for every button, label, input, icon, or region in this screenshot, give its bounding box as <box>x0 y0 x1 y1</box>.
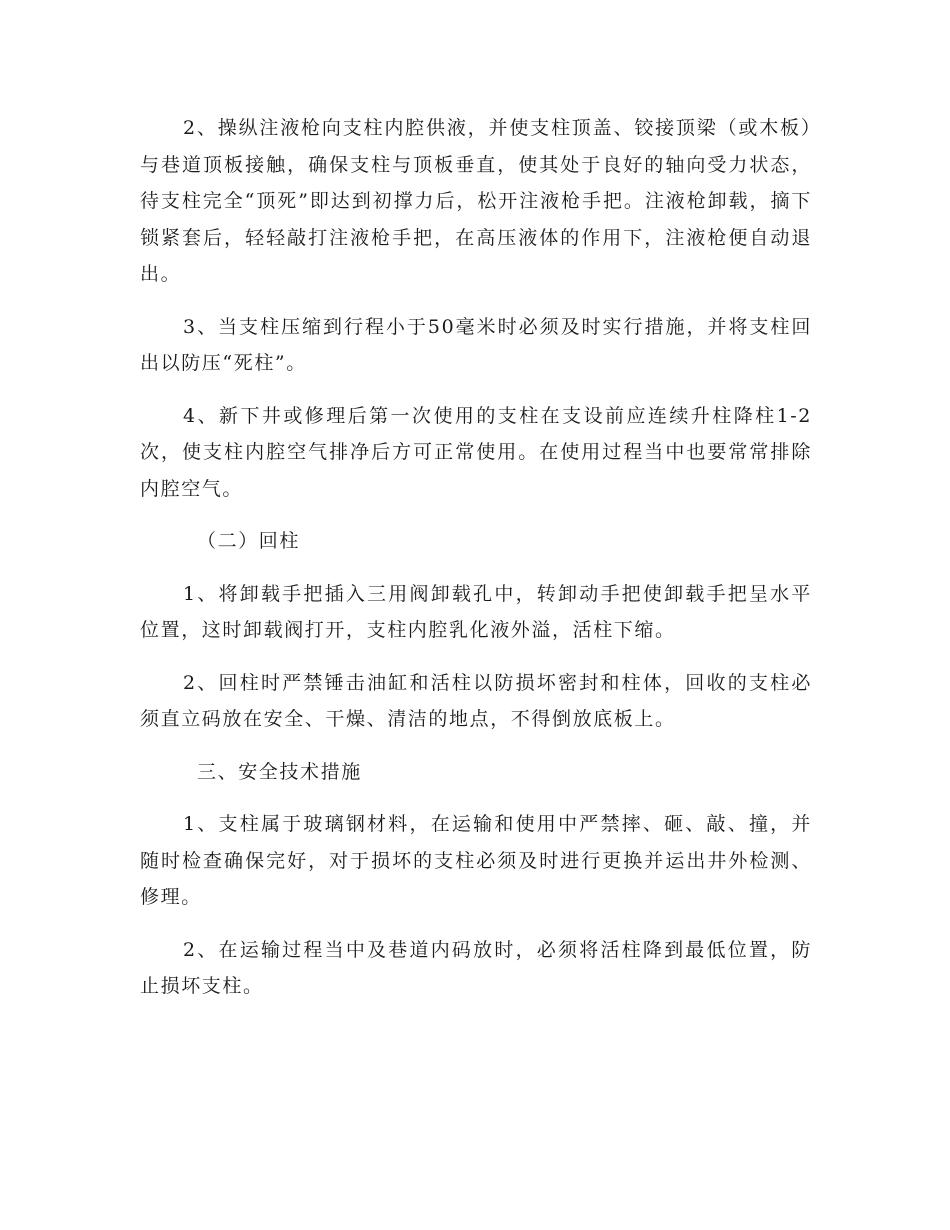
document-page <box>140 110 812 1005</box>
paragraph-retrieval-step-2: 2、回柱时严禁锤击油缸和活柱以防损坏密封和柱体，回收的支柱必须直立码放在安全、干燥、清洁的地点，不得倒放底板上。 <box>140 671 812 730</box>
paragraph-retrieval-step-1: 1、将卸载手把插入三用阀卸载孔中，转卸动手把使卸载手把呈水平位置，这时卸载阀打开，支柱内腔乳化液外溢，活柱下缩。 <box>140 582 812 641</box>
paragraph-column-install-step-3: 3、当支柱压缩到行程小于50毫米时必须及时实行措施，并将支柱回出以防压“死柱”。 <box>140 315 812 374</box>
section-heading-safety-measures: 三、安全技术措施 <box>197 760 362 783</box>
paragraph-column-install-step-2: 2、操纵注液枪向支柱内腔供液，并使支柱顶盖、铰接顶梁（或木板）与巷道顶板接触，确保支柱与顶板垂直，使其处于良好的轴向受力状态，待支柱完全“顶死”即达到初撑力后，松开注液枪手把。注液枪卸载，摘下锁紧套后，轻轻敲打注液枪手把，在高压液体的作用下，注液枪便自动退出。 <box>140 117 812 285</box>
paragraph-safety-step-1: 1、支柱属于玻璃钢材料，在运输和使用中严禁摔、砸、敲、撞，并随时检查确保完好，对于损坏的支柱必须及时进行更换并运出井外检测、修理。 <box>140 813 812 908</box>
paragraph-safety-step-2: 2、在运输过程当中及巷道内码放时，必须将活柱降到最低位置，防止损坏支柱。 <box>140 938 812 997</box>
section-heading-column-retrieval: （二）回柱 <box>197 530 301 552</box>
paragraph-column-install-step-4: 4、新下井或修理后第一次使用的支柱在支设前应连续升柱降柱1-2次，使支柱内腔空气排净后方可正常使用。在使用过程当中也要常常排除内腔空气。 <box>140 404 812 500</box>
